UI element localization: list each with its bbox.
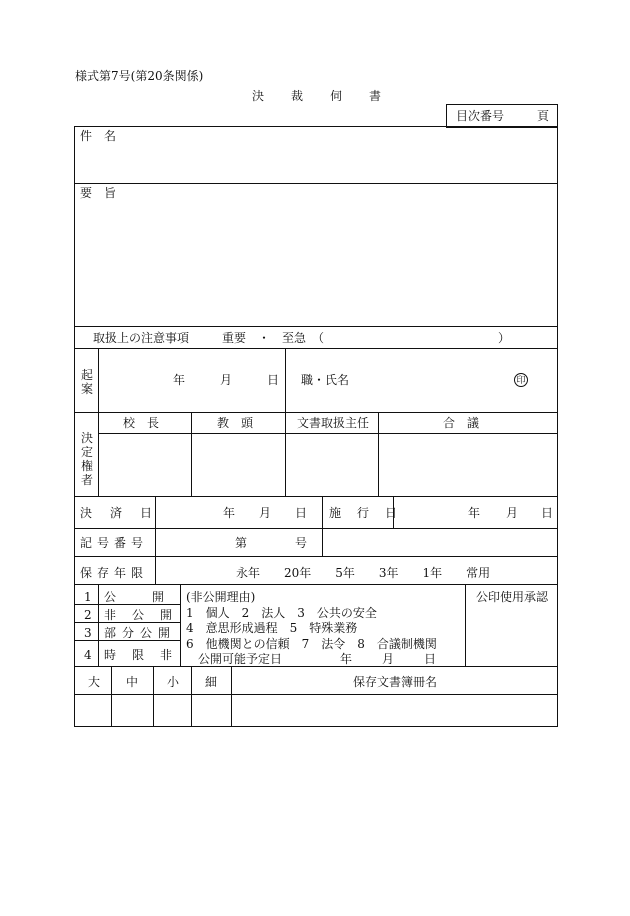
enforced-date-label: 施 行 日	[329, 506, 400, 520]
disclosure-level-4-text: 時 限 非	[104, 648, 175, 662]
authority-col-document-officer: 文書取扱主任	[297, 416, 370, 430]
authority-col-consultation: 合 議	[443, 416, 480, 430]
page-unit-label: 頁	[537, 109, 550, 123]
handling-important-urgent: 重要 ・ 至急 （	[222, 331, 325, 345]
storage-book-name-label: 保存文書簿冊名	[353, 675, 438, 689]
disclosure-level-4-num: 4	[84, 648, 92, 662]
index-number-label: 目次番号	[456, 109, 505, 123]
scheduled-month: 月	[382, 652, 395, 666]
retention-options: 永年 20年 5年 3年 1年 常用	[236, 566, 491, 580]
nondisclosure-reason-title: (非公開理由)	[186, 590, 256, 604]
disclosure-level-2-num: 2	[84, 608, 92, 622]
official-seal-approval-label: 公印使用承認	[476, 590, 549, 604]
approved-month: 月	[259, 506, 272, 520]
handling-close-paren: ）	[498, 331, 511, 345]
enforced-year: 年	[468, 506, 481, 520]
symbol-gou: 号	[295, 536, 308, 550]
disclosure-level-1-text: 公 開	[104, 590, 165, 604]
form-number: 様式第7号(第20条関係)	[75, 69, 204, 83]
nondisclosure-reason-line-3: 6 他機関との信頼 7 法令 8 合議制機関	[186, 637, 437, 651]
class-header-detail: 細	[205, 675, 218, 689]
draft-year: 年	[173, 373, 186, 387]
handling-label: 取扱上の注意事項	[93, 331, 190, 345]
disclosure-level-3-text: 部分公開	[104, 626, 177, 640]
form-title: 決 裁 伺 書	[252, 89, 383, 103]
scheduled-year: 年	[340, 652, 353, 666]
disclosure-level-2-text: 非 公 開	[104, 608, 175, 622]
scheduled-disclosure-label: 公開可能予定日	[198, 652, 283, 666]
summary-label: 要 旨	[80, 186, 117, 200]
draft-day: 日	[267, 373, 280, 387]
authority-col-vice-principal: 教 頭	[217, 416, 254, 430]
enforced-month: 月	[506, 506, 519, 520]
subject-label: 件 名	[80, 129, 117, 143]
symbol-number-label: 記号番号	[80, 536, 149, 550]
approved-year: 年	[223, 506, 236, 520]
draft-month: 月	[220, 373, 233, 387]
class-header-small: 小	[167, 675, 180, 689]
disclosure-level-1-num: 1	[84, 590, 92, 604]
approved-date-label: 決 済 日	[80, 506, 156, 520]
draft-label: 起案	[80, 368, 93, 396]
approved-day: 日	[295, 506, 308, 520]
enforced-day: 日	[541, 506, 554, 520]
class-header-medium: 中	[126, 675, 139, 689]
symbol-dai: 第	[235, 536, 248, 550]
scheduled-day: 日	[424, 652, 437, 666]
retention-label: 保存年限	[80, 566, 149, 580]
draft-name-label: 職・氏名	[301, 373, 350, 387]
authority-col-principal: 校 長	[123, 416, 160, 430]
nondisclosure-reason-line-1: 1 個人 2 法人 3 公共の安全	[186, 606, 377, 620]
class-header-large: 大	[88, 675, 101, 689]
nondisclosure-reason-line-2: 4 意思形成過程 5 特殊業務	[186, 621, 358, 635]
authority-label: 決定権者	[80, 431, 93, 487]
seal-mark-icon: 印	[514, 373, 528, 387]
disclosure-level-3-num: 3	[84, 626, 92, 640]
